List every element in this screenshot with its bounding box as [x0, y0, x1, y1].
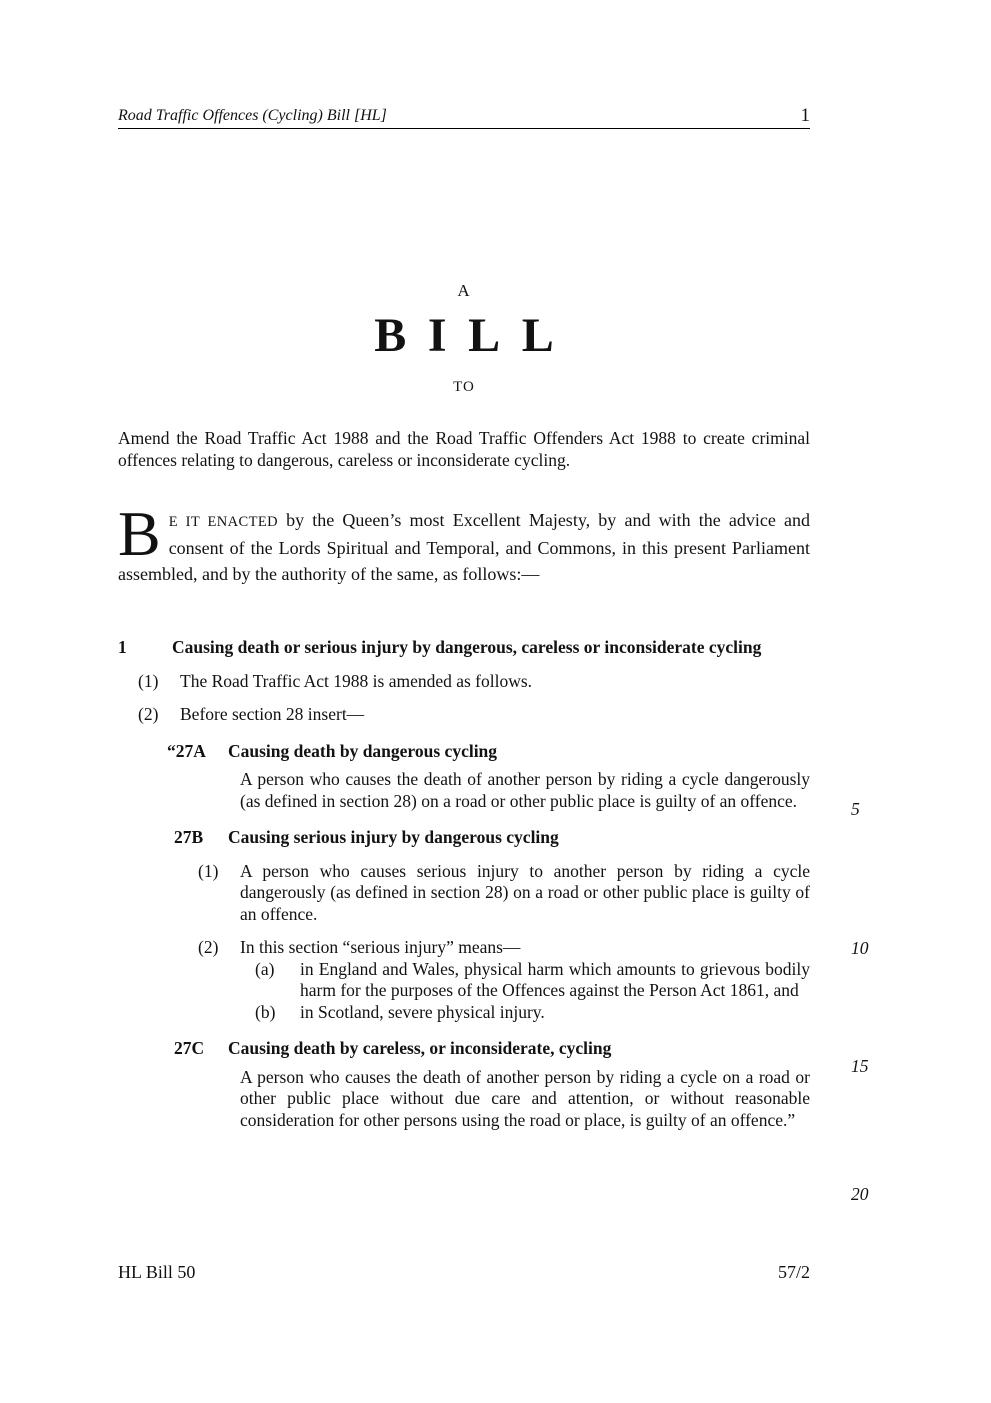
margin-line-number-15: 15 [851, 1056, 869, 1076]
paragraph-a-text: in England and Wales, physical harm which amounts to grievous bodily harm for the purposes of the Offences against the Person Act 1861, and [300, 958, 810, 1000]
inserted-section-27c-number: 27C [174, 1038, 205, 1058]
bill-short-title: Road Traffic Offences (Cycling) Bill [HL] [118, 107, 387, 124]
footer-bill-number: HL Bill 50 [118, 1262, 196, 1282]
paragraph-b-text: in Scotland, severe physical injury. [300, 1001, 545, 1022]
clause-1 [118, 637, 810, 1131]
margin-line-number-5: 5 [851, 799, 860, 819]
enacting-smallcaps: E IT ENACTED [168, 514, 278, 530]
inserted-section-27a-heading-text: Causing death by dangerous cycling [228, 740, 498, 761]
page-number: 1 [800, 105, 810, 126]
long-title: Amend the Road Traffic Act 1988 and the Road Traffic Offenders Act 1988 to create criminal offences relating to dangerous, careless or inconsiderate cycling. [118, 428, 810, 470]
section-27b-subsection-2-number: (2) [198, 937, 219, 957]
inserted-section-27a-body: A person who causes the death of another person by riding a cycle dangerously (as defined in section 28) on a road or other public place is guilty of an offence. [240, 769, 810, 811]
section-27b-paragraph-b [118, 1002, 810, 1024]
clause-1-heading-text: Causing death or serious injury by dangerous, careless or inconsiderate cycling [172, 637, 762, 657]
section-27b-subsection-1 [118, 861, 810, 926]
page-footer [118, 1262, 810, 1283]
section-27b-subsection-2-text: In this section “serious injury” means— [240, 937, 521, 957]
inserted-section-27c-body: A person who causes the death of another person by riding a cycle on a road or other public place without due care and attention, or without reasonable consideration for other persons using the road or place, is guilty of an offence.” [240, 1066, 810, 1130]
masthead-letter-a: A [457, 281, 471, 300]
masthead-bill-title: BILL [374, 309, 576, 362]
clause-1-subsection-1 [118, 671, 810, 693]
section-27b-subsection-1-number: (1) [198, 860, 219, 881]
footer-session-number: 57/2 [777, 1262, 810, 1282]
clause-1-heading [118, 637, 810, 659]
margin-line-number-20: 20 [851, 1184, 869, 1204]
enacting-dropcap: B [118, 498, 161, 569]
inserted-section-27b-number: 27B [174, 827, 204, 847]
margin-line-number-10: 10 [851, 938, 869, 958]
inserted-section-27b-heading [118, 827, 810, 849]
subsection-1-text: The Road Traffic Act 1988 is amended as follows. [180, 670, 533, 691]
running-header [118, 106, 810, 129]
clause-1-number: 1 [118, 637, 127, 657]
section-27b-paragraph-a [118, 959, 810, 1002]
section-27b-subsection-2 [118, 937, 810, 959]
subsection-1-number: (1) [138, 670, 159, 691]
inserted-section-27a-heading [118, 741, 810, 763]
paragraph-a-number: (a) [255, 958, 275, 979]
subsection-2-text: Before section 28 insert— [180, 704, 365, 724]
section-27b-subsection-1-text: A person who causes serious injury to another person by riding a cycle dangerously (as defined in section 28) on a road or other public place is guilty of an offence. [240, 860, 810, 924]
inserted-section-27c-heading-text: Causing death by careless, or inconsiderate, cycling [228, 1038, 612, 1058]
page-content [118, 0, 810, 1131]
enacting-text: by the Queen’s most Excellent Majesty, by and with the advice and consent of the Lords Spiritual and Temporal, and Commons, in this present Parliament assembled, and by the authority of the same, as follows:— [118, 510, 810, 584]
subsection-2-number: (2) [138, 704, 159, 724]
paragraph-b-number: (b) [255, 1001, 276, 1022]
enacting-formula [118, 498, 810, 587]
masthead-to-label: TO [453, 379, 475, 395]
inserted-section-27a-number: “27A [167, 740, 206, 761]
inserted-section-27b-heading-text: Causing serious injury by dangerous cycling [228, 827, 559, 847]
clause-1-subsection-2 [118, 704, 810, 726]
inserted-section-27c-heading [118, 1038, 810, 1060]
